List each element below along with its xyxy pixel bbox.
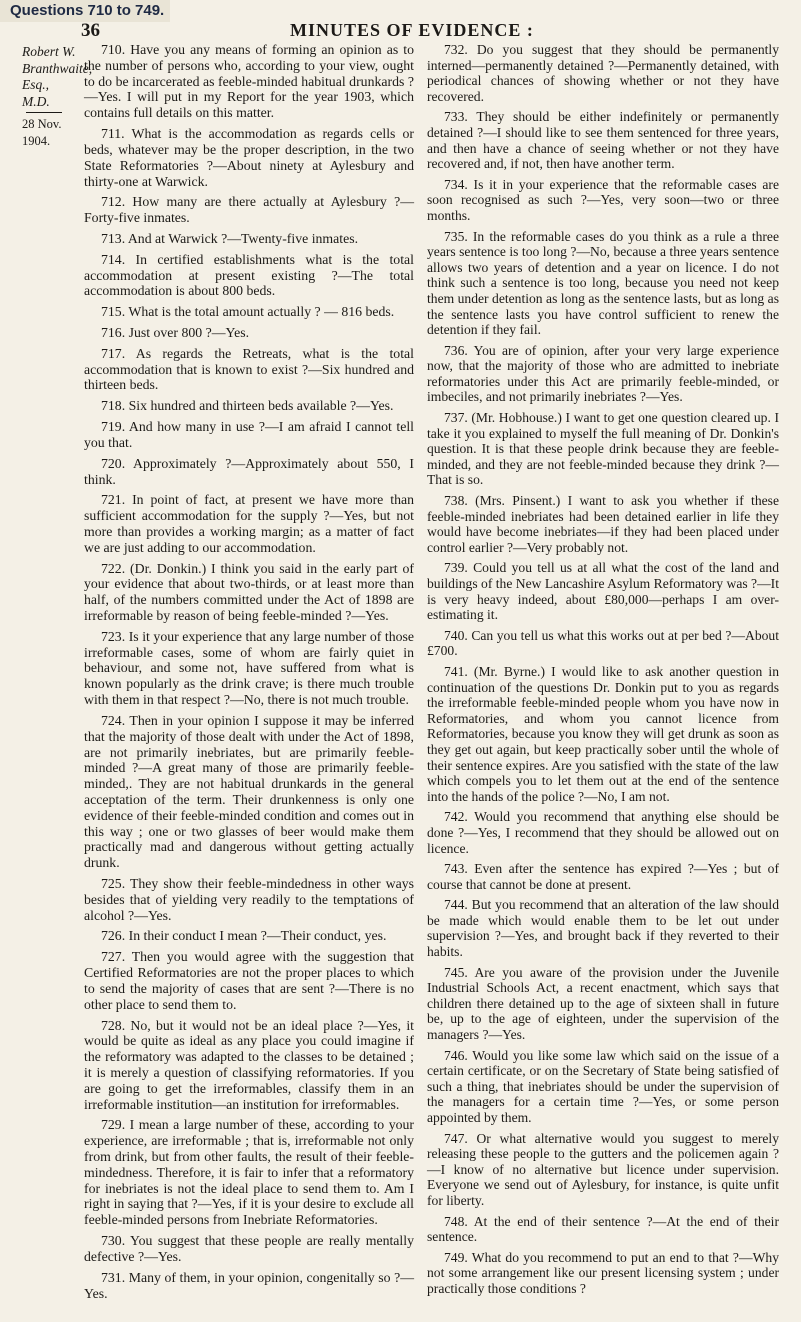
question-paragraph: 733. They should be either indefinitely or permanently detained ?—I should like to see them sentenced for three years, and then have a chance of seeing whether or not they have recovered and, if not, then have another term. (427, 109, 779, 172)
question-paragraph: 723. Is it your experience that any large number of those irreformable cases, some of whom are fairly quiet in behaviour, and some not, have suffered from what is known popularly as the drink crave; is there much trouble with them in that respect ?—No, there is not much trouble. (84, 628, 414, 708)
question-paragraph: 747. Or what alternative would you suggest to merely releasing these people to the gutters and the policemen again ?—I know of no alternative but licence under supervision. Everyone we send out of Aylesbury, for instance, is quite unfit for liberty. (427, 1130, 779, 1208)
running-head: MINUTES OF EVIDENCE : (290, 20, 534, 40)
question-paragraph: 714. In certified establishments what is the total accommodation at present existing ?—The total accommodation is about 800 beds. (84, 251, 414, 299)
question-paragraph: 736. You are of opinion, after your very large experience now, that the majority of those who are admitted to inebriate reformatories under this Act are primarily feeble-minded, or imbeciles, and not primarily inebriates ?—Yes. (427, 342, 779, 405)
witness-name: Robert W. Branthwaite, Esq., M.D. (22, 44, 93, 109)
question-paragraph: 725. They show their feeble-mindedness in other ways besides that of yielding very readily to the temptations of alcohol ?—Yes. (84, 876, 414, 923)
question-paragraph: 726. In their conduct I mean ?—Their conduct, yes. (101, 928, 387, 944)
question-paragraph: 720. Approximately ?—Approximately about 550, I think. (84, 455, 414, 487)
question-paragraph: 746. Would you like some law which said on the issue of a certain certificate, or on the Secretary of State being satisfied of such a thing, that inebriates should be under the supervision of the managers for a certain time ?—Yes, or some person appointed by them. (427, 1047, 779, 1125)
question-paragraph: 717. As regards the Retreats, what is the total accommodation that is known to exist ?—Six hundred and thirteen beds. (84, 345, 414, 393)
question-paragraph: 731. Many of them, in your opinion, congenitally so ?—Yes. (84, 1269, 414, 1301)
question-paragraph: 742. Would you recommend that anything else should be done ?—Yes, I recommend that they should be allowed out on licence. (427, 809, 779, 856)
question-paragraph: 745. Are you aware of the provision under the Juvenile Industrial Schools Act, a recent enactment, which says that children there detained up to the age of sixteen shall in future be, up to the age of eighteen, under the supervision of the managers ?—Yes. (427, 964, 779, 1043)
question-paragraph: 719. And how many in use ?—I am afraid I cannot tell you that. (84, 419, 414, 450)
question-paragraph: 716. Just over 800 ?—Yes. (101, 325, 250, 340)
question-paragraph: 715. What is the total amount actually ? — 816 beds. (101, 304, 395, 320)
question-paragraph: 727. Then you would agree with the suggestion that Certified Reformatories are not the proper places to which to send the majority of cases that are sent ?—There is no other place to send them to. (84, 949, 414, 1012)
question-paragraph: 740. Can you tell us what this works out at per bed ?—About £700. (427, 627, 779, 659)
question-paragraph: 729. I mean a large number of these, according to your experience, are irreformable ; that is, irreformable not only from drink, but from other faults, the result of their feeble-mindedness. Therefore, it is fair to infer that a reformatory for inebriates is not the ideal place to send them to. Am I right in saying that ?—Yes, if it is your desire to exclude all feeble-minded persons from Inebriate Reformatories. (84, 1117, 414, 1228)
question-paragraph: 712. How many are there actually at Aylesbury ?—Forty-five inmates. (84, 194, 414, 226)
question-paragraph: 737. (Mr. Hobhouse.) I want to get one question cleared up. I take it you explained to myself the full meaning of Dr. Donkin's question. It is that these people drink because they are feeble-minded, and they are not feeble-minded because they drink ?—That is so. (427, 410, 779, 488)
question-paragraph: 713. And at Warwick ?—Twenty-five inmates. (101, 230, 359, 246)
question-paragraph: 735. In the reformable cases do you think as a rule a three years sentence is too long ?—No, because a three years sentence allows two years of detention and a year on licence. I do not think such a sentence is too long, because you need not keep them under detention as long as the sentence lasts, but as long as the sentence lasts you have control sufficient to renew the detention if they fail. (427, 228, 779, 338)
witness-sidenote (22, 44, 93, 149)
witness-date: 28 Nov. 1904. (22, 117, 62, 148)
left-column (84, 42, 414, 1306)
question-paragraph: 734. Is it in your experience that the reformable cases are soon recognised as such ?—Yes, very soon—two or three months. (427, 176, 779, 223)
question-paragraph: 748. At the end of their sentence ?—At the end of their sentence. (427, 1213, 779, 1245)
sidenote-rule (26, 112, 62, 113)
question-paragraph: 724. Then in your opinion I suppose it may be inferred that the majority of those dealt with under the Act of 1898, are not primarily inebriates, but are primarily feeble-minded ?—A great many of those are primarily feeble-minded,. They are not habitual drunkards in the general acceptation of the term. Their drunkenness is only one evidence of their feeble-minded condition and comes out in this way ; one or two glasses of beer would make them practically mad and dangerous without getting actually drunk. (84, 712, 414, 871)
questions-range-label: Questions 710 to 749. (0, 0, 170, 22)
question-paragraph: 730. You suggest that these people are really mentally defective ?—Yes. (84, 1233, 414, 1264)
question-paragraph: 710. Have you any means of forming an opinion as to the number of persons who, according to your view, ought to do be incarcerated as feeble-minded habitual drunkards ?—Yes. I will put in my Report for the year 1903, which contains full details on this matter. (84, 42, 414, 121)
question-paragraph: 728. No, but it would not be an ideal place ?—Yes, it would be quite as ideal as any place you could imagine if the reformatory was adapted to the classes to be detained ; it is merely a question of classifying reformatories. If you are going to get the irreformables, classify them in an irreformable institution—an institution for irreformables. (84, 1017, 414, 1112)
question-paragraph: 711. What is the accommodation as regards cells or beds, whatever may be the proper description, in the two State Reformatories ?—About ninety at Aylesbury and thirty-one at Warwick. (84, 126, 414, 189)
question-paragraph: 738. (Mrs. Pinsent.) I want to ask you whether if these feeble-minded inebriates had been detained earlier in life they would have become inebriates—if they had been placed under control earlier ?—Very probably not. (427, 493, 779, 555)
question-paragraph: 722. (Dr. Donkin.) I think you said in the early part of your evidence that about two-thirds, or at least more than half, of the numbers committed under the Act of 1898 are irreformable by reason of being feeble-minded ?—Yes. (84, 560, 414, 623)
question-paragraph: 718. Six hundred and thirteen beds available ?—Yes. (101, 398, 394, 414)
right-column (427, 42, 779, 1302)
question-paragraph: 721. In point of fact, at present we have more than sufficient accommodation for the supply ?—Yes, but not more than provides a working margin; as a matter of fact we are just adding to our accommodation. (84, 492, 414, 555)
page-number: 36 (81, 20, 100, 41)
question-paragraph: 743. Even after the sentence has expired ?—Yes ; but of course that cannot be done at present. (427, 861, 779, 892)
question-paragraph: 744. But you recommend that an alteration of the law should be made which would enable them to be let out under supervision ?—Yes, and brought back if they reverted to their habits. (427, 897, 779, 960)
question-paragraph: 739. Could you tell us at all what the cost of the land and buildings of the New Lancashire Asylum Reformatory was ?—It is very heavy indeed, about £80,000—perhaps I am over-estimating it. (427, 560, 779, 623)
question-paragraph: 749. What do you recommend to put an end to that ?—Why not some arrangement like our present licensing system ; under practically those conditions ? (427, 1249, 779, 1296)
question-paragraph: 732. Do you suggest that they should be permanently interned—permanently detained ?—Permanently detained, with periodical chances of showing whether or not they have recovered. (427, 42, 779, 104)
question-paragraph: 741. (Mr. Byrne.) I would like to ask another question in continuation of the questions Dr. Donkin put to you as regards the irreformable feeble-minded people whom you have now in Reformatories, and whom you cannot licence from Reformatories, because you know they will get drunk as soon as they get out again, but keep practically sober until the whole of their sentence expires. Are you satisfied with the state of the law which compels you to let them out at the end of the sentence into the hands of the police ?—No, I am not. (427, 663, 779, 804)
